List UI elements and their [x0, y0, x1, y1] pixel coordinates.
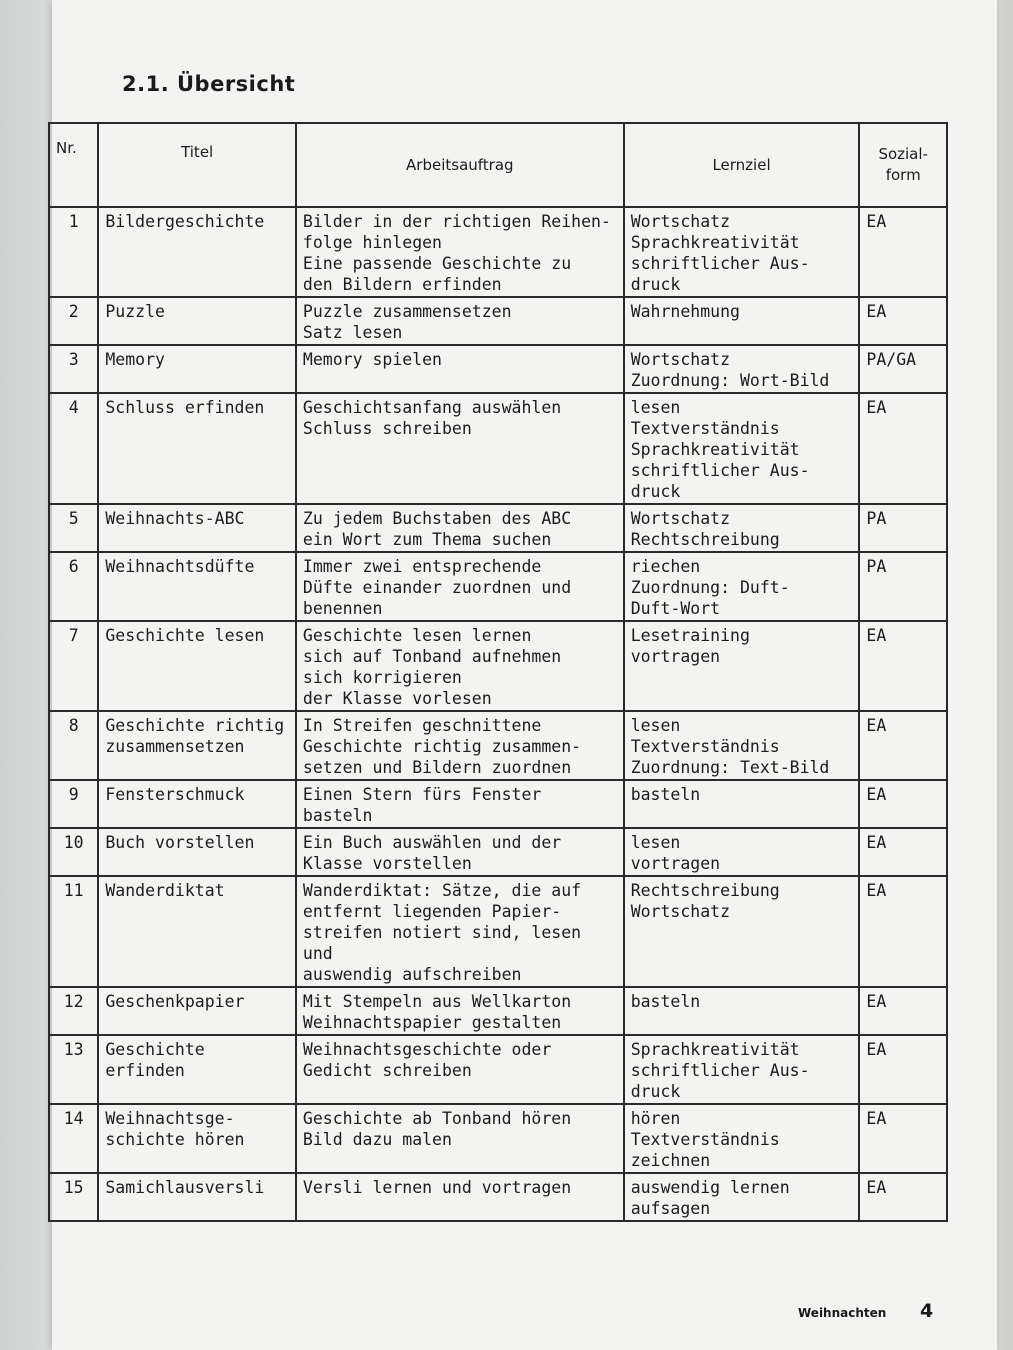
cell-titel: Wanderdiktat — [98, 876, 296, 987]
cell-nr: 9 — [49, 780, 98, 828]
page-number: 4 — [920, 1300, 934, 1322]
column-header-arbeitsauftrag: Arbeitsauftrag — [296, 123, 624, 207]
column-header-titel: Titel — [98, 123, 296, 207]
table-row — [49, 393, 947, 504]
cell-lernziel: lesen Textverständnis Sprachkreativität schriftlicher Aus- druck — [624, 393, 860, 504]
cell-sozialform: EA — [859, 1173, 947, 1221]
cell-sozialform: EA — [859, 207, 947, 297]
cell-arbeitsauftrag: Ein Buch auswählen und der Klasse vorstellen — [296, 828, 624, 876]
cell-nr: 13 — [49, 1035, 98, 1104]
cell-arbeitsauftrag: Einen Stern fürs Fenster basteln — [296, 780, 624, 828]
table-row — [49, 504, 947, 552]
cell-nr: 2 — [49, 297, 98, 345]
table-row — [49, 1173, 947, 1221]
cell-sozialform: EA — [859, 393, 947, 504]
cell-titel: Schluss erfinden — [98, 393, 296, 504]
cell-arbeitsauftrag: Weihnachtsgeschichte oder Gedicht schreiben — [296, 1035, 624, 1104]
section-heading: 2.1. Übersicht — [122, 72, 296, 96]
cell-lernziel: Wortschatz Rechtschreibung — [624, 504, 860, 552]
cell-titel: Bildergeschichte — [98, 207, 296, 297]
cell-arbeitsauftrag: Memory spielen — [296, 345, 624, 393]
table-row — [49, 297, 947, 345]
cell-lernziel: riechen Zuordnung: Duft- Duft-Wort — [624, 552, 860, 621]
cell-titel: Memory — [98, 345, 296, 393]
column-header-lernziel: Lernziel — [624, 123, 860, 207]
cell-arbeitsauftrag: Geschichte lesen lernen sich auf Tonband aufnehmen sich korrigieren der Klasse vorlesen — [296, 621, 624, 711]
cell-lernziel: Wortschatz Zuordnung: Wort-Bild — [624, 345, 860, 393]
table-row — [49, 1035, 947, 1104]
cell-sozialform: PA — [859, 504, 947, 552]
column-header-sozialform: Sozial- form — [859, 123, 947, 207]
cell-nr: 10 — [49, 828, 98, 876]
cell-arbeitsauftrag: Wanderdiktat: Sätze, die auf entfernt liegenden Papier- streifen notiert sind, lesen und auswendig aufschreiben — [296, 876, 624, 987]
cell-nr: 11 — [49, 876, 98, 987]
cell-titel: Fensterschmuck — [98, 780, 296, 828]
cell-arbeitsauftrag: Zu jedem Buchstaben des ABC ein Wort zum Thema suchen — [296, 504, 624, 552]
table-row — [49, 1104, 947, 1173]
cell-sozialform: EA — [859, 876, 947, 987]
cell-sozialform: EA — [859, 1035, 947, 1104]
cell-lernziel: hören Textverständnis zeichnen — [624, 1104, 860, 1173]
cell-titel: Buch vorstellen — [98, 828, 296, 876]
footer-title: Weihnachten — [798, 1306, 887, 1320]
cell-nr: 15 — [49, 1173, 98, 1221]
column-header-nr: Nr. — [49, 123, 98, 207]
cell-titel: Puzzle — [98, 297, 296, 345]
cell-arbeitsauftrag: Bilder in der richtigen Reihen- folge hinlegen Eine passende Geschichte zu den Bildern erfinden — [296, 207, 624, 297]
cell-nr: 12 — [49, 987, 98, 1035]
cell-sozialform: EA — [859, 780, 947, 828]
cell-titel: Geschichte richtig zusammensetzen — [98, 711, 296, 780]
cell-lernziel: Wortschatz Sprachkreativität schriftlicher Aus- druck — [624, 207, 860, 297]
cell-nr: 14 — [49, 1104, 98, 1173]
table-row — [49, 828, 947, 876]
cell-lernziel: Rechtschreibung Wortschatz — [624, 876, 860, 987]
cell-sozialform: EA — [859, 1104, 947, 1173]
table-row — [49, 207, 947, 297]
cell-titel: Weihnachtsge- schichte hören — [98, 1104, 296, 1173]
cell-lernziel: basteln — [624, 780, 860, 828]
cell-lernziel: auswendig lernen aufsagen — [624, 1173, 860, 1221]
cell-sozialform: EA — [859, 987, 947, 1035]
cell-titel: Geschichte erfinden — [98, 1035, 296, 1104]
cell-sozialform: PA — [859, 552, 947, 621]
cell-lernziel: Lesetraining vortragen — [624, 621, 860, 711]
cell-nr: 1 — [49, 207, 98, 297]
cell-nr: 3 — [49, 345, 98, 393]
table-row — [49, 876, 947, 987]
cell-titel: Weihnachtsdüfte — [98, 552, 296, 621]
cell-titel: Geschichte lesen — [98, 621, 296, 711]
cell-arbeitsauftrag: Geschichte ab Tonband hören Bild dazu malen — [296, 1104, 624, 1173]
table-row — [49, 345, 947, 393]
cell-lernziel: basteln — [624, 987, 860, 1035]
cell-sozialform: PA/GA — [859, 345, 947, 393]
overview-table — [48, 122, 948, 1222]
cell-titel: Samichlausversli — [98, 1173, 296, 1221]
table-row — [49, 552, 947, 621]
table-row — [49, 987, 947, 1035]
cell-arbeitsauftrag: Immer zwei entsprechende Düfte einander zuordnen und benennen — [296, 552, 624, 621]
cell-lernziel: lesen vortragen — [624, 828, 860, 876]
table-row — [49, 780, 947, 828]
table-header-row — [49, 123, 947, 207]
cell-nr: 5 — [49, 504, 98, 552]
cell-arbeitsauftrag: Mit Stempeln aus Wellkarton Weihnachtspapier gestalten — [296, 987, 624, 1035]
table-body — [49, 207, 947, 1221]
cell-lernziel: Sprachkreativität schriftlicher Aus- druck — [624, 1035, 860, 1104]
cell-sozialform: EA — [859, 297, 947, 345]
cell-sozialform: EA — [859, 711, 947, 780]
cell-nr: 7 — [49, 621, 98, 711]
cell-titel: Geschenkpapier — [98, 987, 296, 1035]
cell-sozialform: EA — [859, 828, 947, 876]
cell-arbeitsauftrag: In Streifen geschnittene Geschichte richtig zusammen- setzen und Bildern zuordnen — [296, 711, 624, 780]
cell-nr: 4 — [49, 393, 98, 504]
cell-arbeitsauftrag: Puzzle zusammensetzen Satz lesen — [296, 297, 624, 345]
cell-nr: 8 — [49, 711, 98, 780]
cell-titel: Weihnachts-ABC — [98, 504, 296, 552]
cell-lernziel: lesen Textverständnis Zuordnung: Text-Bild — [624, 711, 860, 780]
cell-arbeitsauftrag: Geschichtsanfang auswählen Schluss schreiben — [296, 393, 624, 504]
cell-sozialform: EA — [859, 621, 947, 711]
table-row — [49, 711, 947, 780]
cell-arbeitsauftrag: Versli lernen und vortragen — [296, 1173, 624, 1221]
table-row — [49, 621, 947, 711]
cell-nr: 6 — [49, 552, 98, 621]
cell-lernziel: Wahrnehmung — [624, 297, 860, 345]
